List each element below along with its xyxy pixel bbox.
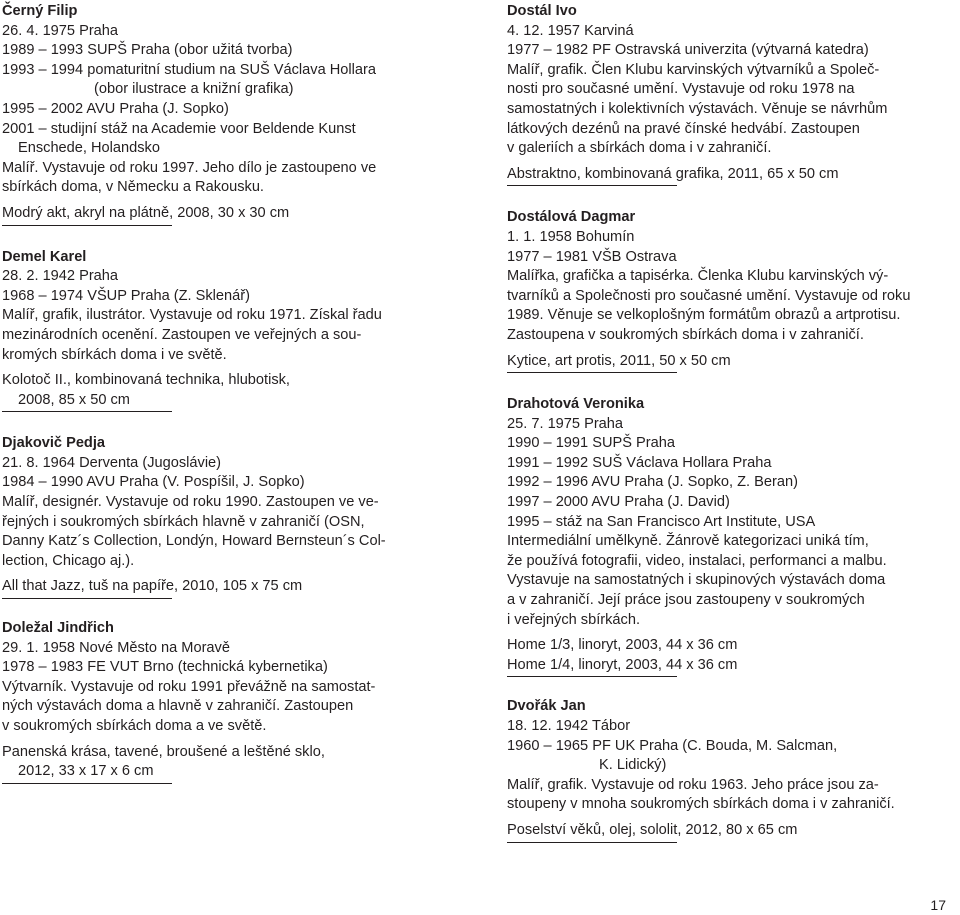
bio-line: K. Lidický): [599, 757, 667, 774]
bio-line: 1992 – 1996 AVU Praha (J. Sopko, Z. Beran): [507, 474, 798, 491]
artist-name: Doležal Jindřich: [2, 620, 114, 637]
artist-entry: [507, 208, 960, 373]
bio-line: 1977 – 1981 VŠB Ostrava: [507, 248, 677, 265]
divider-rule: [2, 598, 172, 599]
bio-line: lection, Chicago aj.).: [2, 552, 135, 569]
bio-line: Malíř, grafik. Člen Klubu karvinských výtvarníků a Společ-: [507, 61, 880, 78]
bio-line: 1995 – stáž na San Francisco Art Institute, USA: [507, 513, 816, 530]
page-number: 17: [930, 897, 946, 913]
bio-line: že používá fotografii, video, instalaci, performanci a malbu.: [507, 552, 887, 569]
artist-entry: [507, 395, 960, 677]
artwork-line: Home 1/4, linoryt, 2003, 44 x 36 cm: [507, 656, 738, 673]
divider-rule: [507, 842, 677, 843]
bio-line: 1990 – 1991 SUPŠ Praha: [507, 435, 675, 452]
bio-line: látkových dezénů na pravé čínské hedvábí. Zastoupen: [507, 120, 860, 137]
bio-line: Enschede, Holandsko: [18, 140, 160, 157]
artwork-line: Panenská krása, tavené, broušené a leštěné sklo,: [2, 743, 325, 760]
bio-line: (obor ilustrace a knižní grafika): [94, 81, 294, 98]
artwork-caption: [507, 821, 960, 841]
artwork-line: All that Jazz, tuš na papíře, 2010, 105 x 75 cm: [2, 578, 303, 595]
bio-line: 1995 – 2002 AVU Praha (J. Sopko): [2, 100, 229, 117]
bio-line: sbírkách doma, v Německu a Rakousku.: [2, 179, 264, 196]
bio-line: Zastoupena v soukromých sbírkách doma i v zahraničí.: [507, 326, 864, 343]
bio-line: a v zahraničí. Její práce jsou zastoupeny v soukromých: [507, 592, 865, 609]
bio-line: 18. 12. 1942 Tábor: [507, 718, 631, 734]
artwork-caption: [507, 165, 960, 185]
artwork-line: Abstraktno, kombinovaná grafika, 2011, 65 x 50 cm: [507, 165, 839, 182]
artwork-caption: [2, 743, 472, 782]
artwork-line: Modrý akt, akryl na plátně, 2008, 30 x 30 cm: [2, 204, 290, 221]
bio-line: 1968 – 1974 VŠUP Praha (Z. Sklenář): [2, 287, 250, 304]
bio-line: 29. 1. 1958 Nové Město na Moravě: [2, 639, 230, 656]
bio-line: 2001 – studijní stáž na Academie voor Beldende Kunst: [2, 120, 356, 137]
divider-rule: [507, 372, 677, 373]
divider-rule: [507, 185, 677, 186]
bio-line: samostatných i kolektivních výstavách. Věnuje se návrhům: [507, 100, 888, 117]
bio-line: nosti pro současné umění. Vystavuje od roku 1978 na: [507, 81, 855, 98]
bio-line: Výtvarník. Vystavuje od roku 1991 převážně na samostat-: [2, 678, 376, 695]
bio-line: tvarníků a Společnosti pro současné umění. Vystavuje od roku: [507, 287, 911, 304]
bio-line: i veřejných sbírkách.: [507, 611, 641, 628]
artwork-caption: [2, 204, 472, 224]
artist-entry: [2, 619, 472, 784]
bio-line: Intermediální umělkyně. Žánrově kategorizaci uniká tím,: [507, 533, 869, 550]
bio-line: kromých sbírkách doma i ve světě.: [2, 346, 227, 363]
artist-name: Drahotová Veronika: [507, 396, 645, 413]
bio-line: Malíř, grafik, ilustrátor. Vystavuje od roku 1971. Získal řadu: [2, 307, 382, 324]
bio-line: 1993 – 1994 pomaturitní studium na SUŠ Václava Hollara: [2, 61, 376, 78]
bio-line: řejných i soukromých sbírkách hlavně v zahraničí (OSN,: [2, 513, 365, 530]
artist-name: Dostálová Dagmar: [507, 209, 636, 226]
artwork-line: 2012, 33 x 17 x 6 cm: [18, 763, 154, 780]
bio-line: 1977 – 1982 PF Ostravská univerzita (výtvarná katedra): [507, 42, 869, 59]
bio-line: stoupeny v mnoha soukromých sbírkách doma i v zahraničí.: [507, 796, 895, 813]
divider-rule: [507, 676, 677, 677]
left-column: [2, 0, 472, 784]
artist-entry: [507, 697, 960, 842]
divider-rule: [2, 225, 172, 226]
artwork-caption: [507, 352, 960, 372]
artwork-line: Home 1/3, linoryt, 2003, 44 x 36 cm: [507, 637, 738, 654]
divider-rule: [2, 783, 172, 784]
artist-name: Demel Karel: [2, 248, 87, 265]
artist-entry: [2, 434, 472, 599]
artist-name: Černý Filip: [2, 3, 78, 19]
divider-rule: [2, 411, 172, 412]
bio-line: Malíř. Vystavuje od roku 1997. Jeho dílo je zastoupeno ve: [2, 159, 377, 176]
bio-line: ných výstavách doma a hlavně v zahraničí. Zastoupen: [2, 698, 354, 715]
bio-line: 25. 7. 1975 Praha: [507, 415, 624, 432]
bio-line: 1989 – 1993 SUPŠ Praha (obor užitá tvorba): [2, 42, 293, 59]
artwork-line: Kolotoč II., kombinovaná technika, hlubotisk,: [2, 372, 290, 389]
bio-line: Malířka, grafička a tapisérka. Členka Klubu karvinských vý-: [507, 268, 889, 285]
bio-line: Vystavuje na samostatných i skupinových výstavách doma: [507, 572, 886, 589]
artist-entry: [2, 2, 472, 226]
bio-line: 21. 8. 1964 Derventa (Jugoslávie): [2, 454, 222, 471]
bio-line: v soukromých sbírkách doma a ve světě.: [2, 718, 267, 734]
bio-line: 26. 4. 1975 Praha: [2, 22, 119, 39]
artwork-caption: [2, 371, 472, 410]
artwork-line: 2008, 85 x 50 cm: [18, 391, 130, 408]
bio-line: 28. 2. 1942 Praha: [2, 268, 119, 285]
bio-line: 1991 – 1992 SUŠ Václava Hollara Praha: [507, 454, 772, 471]
right-column: [507, 0, 960, 843]
artist-entry: [507, 2, 960, 186]
bio-line: 1997 – 2000 AVU Praha (J. David): [507, 494, 730, 511]
artist-entry: [2, 248, 472, 413]
artwork-caption: [507, 636, 960, 675]
bio-line: Malíř, grafik. Vystavuje od roku 1963. Jeho práce jsou za-: [507, 776, 879, 793]
bio-line: 1960 – 1965 PF UK Praha (C. Bouda, M. Salcman,: [507, 737, 838, 754]
bio-line: 1984 – 1990 AVU Praha (V. Pospíšil, J. Sopko): [2, 474, 305, 491]
artwork-line: Poselství věků, olej, sololit, 2012, 80 x 65 cm: [507, 821, 798, 838]
bio-line: 1978 – 1983 FE VUT Brno (technická kybernetika): [2, 659, 328, 676]
artwork-line: Kytice, art protis, 2011, 50 x 50 cm: [507, 352, 731, 369]
bio-line: 1989. Věnuje se velkoplošným formátům obrazů a artprotisu.: [507, 307, 901, 324]
bio-line: 4. 12. 1957 Karviná: [507, 22, 634, 39]
bio-line: Malíř, designér. Vystavuje od roku 1990. Zastoupen ve ve-: [2, 494, 379, 511]
artist-name: Djakovič Pedja: [2, 435, 106, 452]
artwork-caption: [2, 577, 472, 597]
bio-line: Danny Katz´s Collection, Londýn, Howard Bernsteun´s Col-: [2, 533, 386, 550]
bio-line: mezinárodních ocenění. Zastoupen ve veřejných a sou-: [2, 326, 362, 343]
artist-name: Dvořák Jan: [507, 698, 586, 715]
bio-line: v galeriích a sbírkách doma i v zahraničí.: [507, 140, 772, 157]
bio-line: 1. 1. 1958 Bohumín: [507, 228, 635, 245]
artist-name: Dostál Ivo: [507, 3, 577, 19]
